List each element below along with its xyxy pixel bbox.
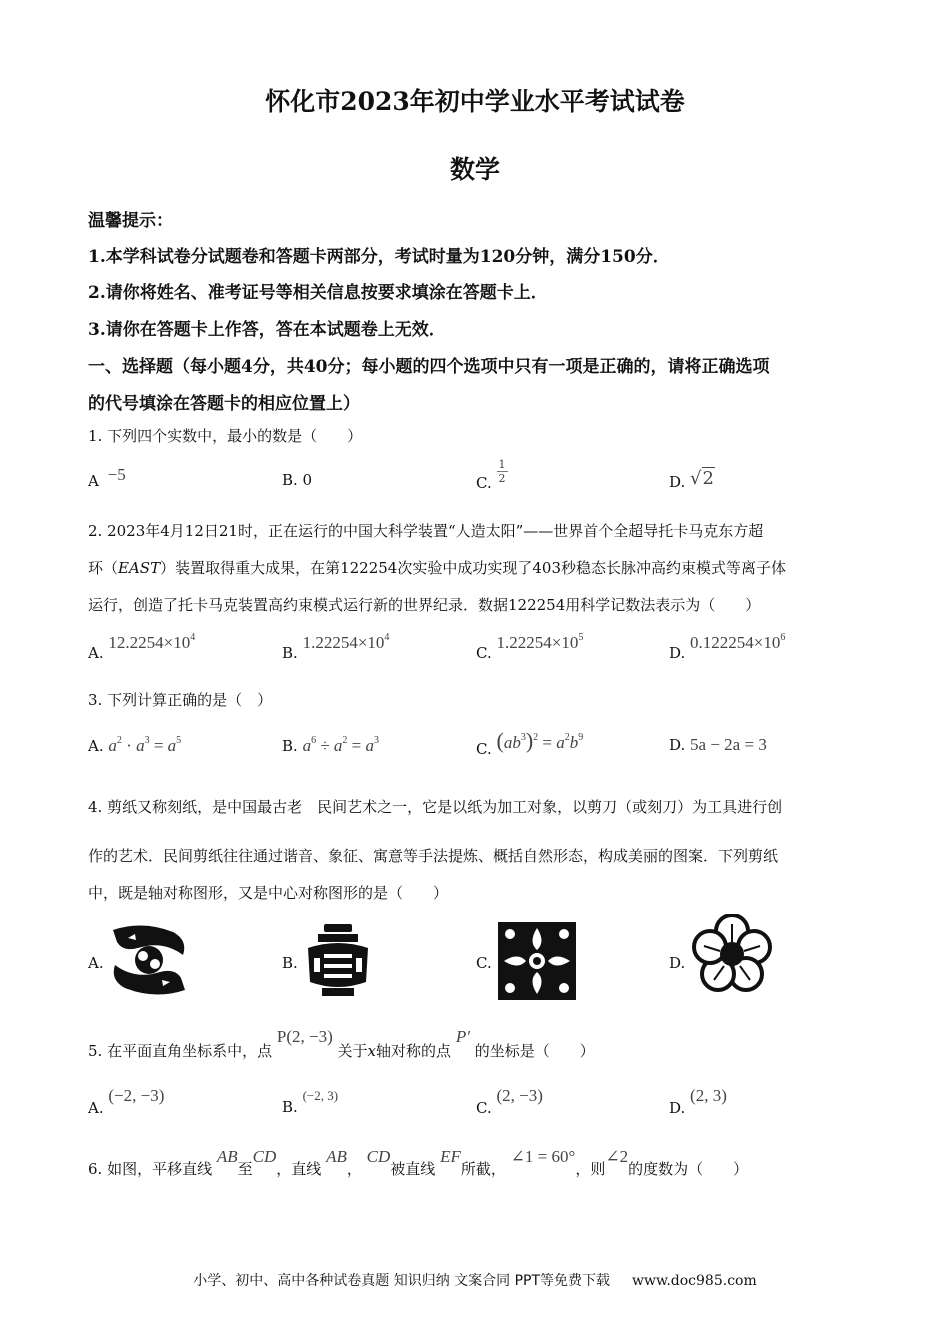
q3-option-a-label: A. <box>88 737 104 755</box>
q5-option-d <box>669 1086 727 1117</box>
q5-option-a-value: (−2, −3) <box>108 1086 165 1105</box>
q4-option-c-label: C. <box>476 954 492 972</box>
q5-point-p: P(2, −3) <box>276 1027 333 1046</box>
section1-heading: 一、选择题（每小题4分，共40分；每小题的四个选项中只有一项是正确的，请将正确选项 <box>88 357 770 377</box>
q3-option-b <box>282 735 379 756</box>
tip-item-2: 2.请你将姓名、准考证号等相关信息按要求填涂在答题卡上． <box>88 283 548 303</box>
exam-title: 怀化市2023年初中学业水平考试试卷 <box>265 87 685 116</box>
q6-stem-5: 被直线 <box>390 1160 436 1178</box>
q6-line-ab: AB <box>216 1147 238 1166</box>
q5-option-a <box>88 1086 165 1117</box>
q2-option-a <box>88 632 196 662</box>
q1-option-d-sqrt: √2 <box>690 468 714 489</box>
q2-stem-east: EAST <box>118 559 161 577</box>
papercut-fish-image <box>103 920 195 1000</box>
q1-stem: 1. 下列四个实数中，最小的数是（ ） <box>88 427 363 445</box>
q2-stem-line2-a: 环（ <box>88 559 119 577</box>
q3-option-a-expr: $a^2 \cdot a^3 = a^5$ <box>108 735 182 755</box>
q2-option-a-base: 12.2254×10 <box>108 633 191 652</box>
q3-option-d-expr: 5a − 2a = 3 <box>690 735 767 754</box>
q1-option-c <box>476 458 508 492</box>
q2-option-d <box>669 632 786 662</box>
q2-option-c-label: C. <box>476 644 492 662</box>
q1-option-c-denominator: 2 <box>498 472 506 485</box>
q6-angle-1: ∠1 = 60° <box>510 1147 576 1166</box>
q2-stem-line2-c: ）装置取得重大成果，在第122254次实验中成功实现了403秒稳态长脉冲高约束模式等离子体 <box>160 559 786 577</box>
papercut-plum-flower-image <box>692 914 772 994</box>
q5-stem-d: 的坐标是（ ） <box>474 1042 595 1060</box>
q5-option-c-value: (2, −3) <box>496 1086 543 1105</box>
q3-option-b-expr: $a^6 \div a^2 = a^3$ <box>302 735 380 755</box>
tip-item-1: 1.本学科试卷分试题卷和答题卡两部分，考试时量为120分钟，满分150分． <box>88 247 670 267</box>
q3-option-b-label: B. <box>282 737 298 755</box>
exam-subject: 数学 <box>449 155 500 184</box>
papercut-square-flower-image <box>496 920 578 1002</box>
q1-option-b: B. 0 <box>282 471 313 489</box>
footer-url[interactable]: www.doc985.com <box>632 1273 757 1289</box>
q3-option-c-expr: $(ab^3)^2 = a^2b^9$ <box>496 728 584 753</box>
q4-stem-line3: 中，既是轴对称图形，又是中心对称图形的是（ ） <box>88 884 449 902</box>
q2-option-b <box>282 632 390 662</box>
q5-axis: x <box>367 1042 377 1060</box>
q3-option-c <box>476 728 584 758</box>
q2-option-b-label: B. <box>282 644 298 662</box>
q2-stem-line2 <box>88 557 786 578</box>
q6-line-ab-2: AB <box>326 1147 347 1166</box>
q6-stem-7: ，则 <box>575 1160 606 1178</box>
q5-option-d-value: (2, 3) <box>690 1086 727 1105</box>
q5-option-d-label: D. <box>669 1099 686 1117</box>
q6-line-ef: EF <box>440 1147 461 1166</box>
q1-option-a <box>88 465 126 491</box>
q5-option-b <box>282 1086 339 1116</box>
q6-stem-2: 至 <box>237 1160 253 1178</box>
q1-option-c-label: C. <box>476 473 492 492</box>
q2-stem-line3: 运行，创造了托卡马克装置高约束模式运行新的世界纪录．数据122254用科学记数法表示为（ ） <box>88 596 761 614</box>
q3-option-c-label: C. <box>476 740 492 758</box>
q2-option-a-exp: 4 <box>190 632 196 643</box>
q2-option-b-exp: 4 <box>384 632 390 643</box>
q3-option-d <box>669 735 767 755</box>
q2-option-c-exp: 5 <box>578 632 584 643</box>
q1-option-d-radicand: 2 <box>702 468 714 489</box>
q6-line-cd-2: CD <box>366 1147 391 1166</box>
q2-option-a-label: A. <box>88 644 104 662</box>
q1-option-a-value: −5 <box>107 465 126 484</box>
q4-option-b-label: B. <box>282 954 298 972</box>
q6-stem-6: 所截， <box>460 1160 506 1178</box>
section1-heading-cont: 的代号填涂在答题卡的相应位置上） <box>88 394 360 414</box>
q2-stem-line1: 2. 2023年4月12日21时，正在运行的中国大科学装置“人造太阳”——世界首个全超导托卡马克东方超 <box>88 522 764 540</box>
q2-option-d-label: D. <box>669 644 686 662</box>
q2-option-c-base: 1.22254×10 <box>496 633 579 652</box>
page-footer <box>0 1270 950 1290</box>
q2-option-d-base: 0.122254×10 <box>690 633 781 652</box>
q2-option-d-value <box>690 633 785 652</box>
q5-stem <box>88 1027 595 1061</box>
q4-stem-line1: 4. 剪纸又称刻纸，是中国最古老 民间艺术之一，它是以纸为加工对象，以剪刀（或刻刀）为工具进行创 <box>88 798 783 816</box>
q5-option-c <box>476 1086 543 1117</box>
q2-option-b-value <box>303 633 390 652</box>
q3-stem: 3. 下列计算正确的是（ ） <box>88 691 273 709</box>
q6-stem-8: 的度数为（ ） <box>628 1160 749 1178</box>
q2-option-d-exp: 6 <box>780 632 786 643</box>
q1-option-c-fraction <box>497 458 508 485</box>
tips-heading: 温馨提示： <box>88 211 173 231</box>
papercut-vase-image <box>300 922 376 998</box>
q2-option-b-base: 1.22254×10 <box>302 633 385 652</box>
q1-option-a-label: A <box>88 472 99 490</box>
q3-option-d-label: D. <box>669 736 686 754</box>
footer-text: 小学、初中、高中各种试卷真题 知识归纳 文案合同 PPT等免费下载 <box>193 1273 611 1289</box>
q6-stem-3: ，直线 <box>276 1160 322 1178</box>
q5-stem-c: 轴对称的点 <box>376 1042 452 1060</box>
q6-angle-2: ∠2 <box>605 1147 629 1166</box>
q6-stem-4: ， <box>346 1160 362 1178</box>
q2-option-c <box>476 632 584 662</box>
q5-stem-a: 5. 在平面直角坐标系中，点 <box>88 1042 273 1060</box>
q4-option-d-label: D. <box>669 954 686 972</box>
q5-option-b-value: (−2, 3) <box>302 1088 339 1103</box>
q5-option-c-label: C. <box>476 1099 492 1117</box>
tip-item-3: 3.请你在答题卡上作答，答在本试题卷上无效． <box>88 320 446 340</box>
q5-stem-b: 关于 <box>337 1042 368 1060</box>
q6-line-cd: CD <box>252 1147 277 1166</box>
q6-stem <box>88 1147 749 1179</box>
q5-option-a-label: A. <box>88 1099 104 1117</box>
q2-option-c-value <box>497 633 584 652</box>
q4-option-a-label: A. <box>88 954 104 972</box>
q6-stem-1: 6. 如图，平移直线 <box>88 1160 213 1178</box>
q1-option-d-label: D. <box>669 473 686 491</box>
q1-option-d <box>669 468 715 489</box>
q3-option-a <box>88 735 181 756</box>
q4-stem-line2: 作的艺术．民间剪纸往往通过谐音、象征、寓意等手法提炼、概括自然形态，构成美丽的图案．下列剪纸 <box>88 847 779 865</box>
q1-option-c-numerator: 1 <box>498 458 506 471</box>
q2-option-a-value <box>108 633 195 652</box>
q5-point-p-prime: P′ <box>455 1027 470 1046</box>
q5-option-b-label: B. <box>282 1098 298 1116</box>
